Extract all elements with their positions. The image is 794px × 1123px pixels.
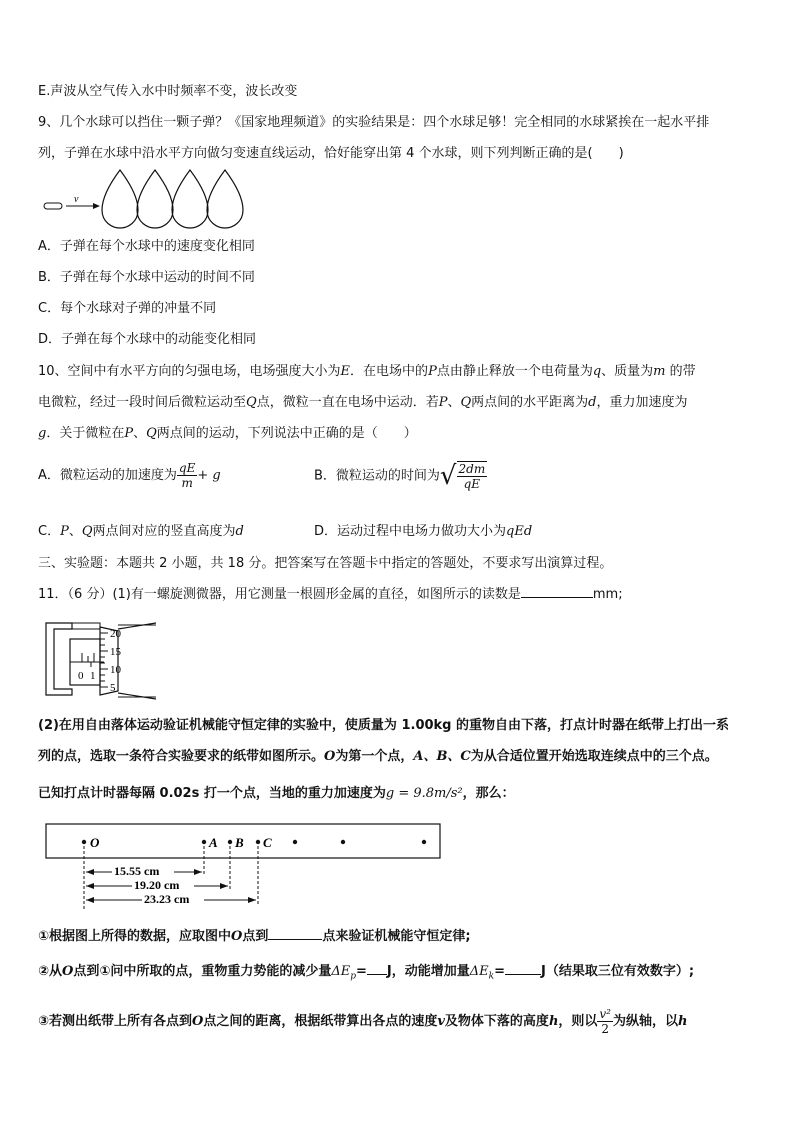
tape-dot-A [202,840,206,844]
thimble-label: 15 [110,646,121,658]
arrow-head [93,203,100,209]
q9-stem-line2: 列，子弹在水球中沿水平方向做匀变速直线运动，恰好能穿出第 4 个水球，则下列判断正确的是( ) [38,146,624,161]
arrow-head [248,897,256,903]
q11-line1: 11．（6 分）(1)有一螺旋测微器，用它测量一根圆形金属的直径，如图所示的读数是 mm; [38,584,623,603]
fraction-2dm-over-qE: $\frac{2dm}{qE}$ [458,462,486,491]
bullet [44,203,62,209]
q8-option-e: E.声波从空气传入水中时频率不变，波长改变 [38,84,298,99]
q10-option-a: A．微粒运动的加速度为 $\frac{qE}{m}$ + g [38,461,221,490]
q11-sub3: ③若测出纸带上所有各点到O点之间的距离，根据纸带算出各点的速度v及物体下落的高度h，则以 $\frac{\text{v²}}{2}$ 为纵轴，以h [38,1007,688,1036]
water-ball [207,170,243,228]
thimble-rod-bottom [118,693,156,699]
fraction-qE-over-m: $\frac{qE}{m}$ [178,461,196,490]
tape-dot-B [228,840,232,844]
tape-label-C: C [263,835,272,850]
tape-label-A: A [209,835,218,850]
thimble-label: 5 [110,682,116,694]
dim-OB-label: 19.20 cm [134,878,180,892]
q9-water-balls-figure [38,164,268,232]
water-ball [137,170,173,228]
section3-heading: 三、实验题：本题共 2 小题，共 18 分。把答案写在答题卡中指定的答题处，不要求写出演算过程。 [38,556,613,571]
arrow-head [220,883,228,889]
q11-part2-line1: (2)在用自由落体运动验证机械能守恒定律的实验中，使质量为 1.00kg 的重物自由下落，打点计时器在纸带上打出一系 [38,718,730,733]
q9-option-c: C．每个水球对子弹的冲量不同 [38,301,217,316]
micrometer-figure [42,615,162,705]
tape-label-B: B [235,835,244,850]
micrometer-frame [46,623,72,695]
water-ball [172,170,208,228]
arrow-head [194,869,202,875]
q9-option-a: A．子弹在每个水球中的速度变化相同 [38,239,255,254]
answer-blank[interactable] [521,584,593,598]
q10-line3: g．关于微粒在P、Q两点间的运动，下列说法中正确的是（ ） [38,426,417,441]
paper-tape-figure [44,820,444,912]
dim-OC-label: 23.23 cm [144,892,190,906]
answer-blank[interactable] [268,926,322,940]
anvil-left [72,623,100,629]
answer-blank[interactable] [505,961,541,975]
q10-option-c: C．P、Q两点间对应的竖直高度为d [38,524,244,539]
thimble-label: 10 [110,664,121,676]
q11-part2-line3: 已知打点计时器每隔 0.02s 打一个点，当地的重力加速度为g = 9.8m/s²，那么： [38,786,515,801]
dim-OA-label: 15.55 cm [114,864,160,878]
q10-option-b: B．微粒运动的时间为√ $\frac{2dm}{qE}$ [314,461,486,491]
q10-option-d: D．运动过程中电场力做功大小为qEd [314,524,533,539]
tape-label-O: O [90,835,100,850]
tape-dot [422,840,426,844]
q11-part2-line2: 列的点，选取一条符合实验要求的纸带如图所示。O为第一个点，A、B、C为从合适位置开始选取连续点中的三个点。 [38,749,718,764]
arrow-head [86,883,94,889]
answer-blank[interactable] [367,961,387,975]
tape-dot-C [256,840,260,844]
thimble-ticks [100,633,108,687]
tape-dot [341,840,345,844]
arrow-head [86,869,94,875]
thimble-rod-top [118,623,156,629]
q9-option-b: B．子弹在每个水球中运动的时间不同 [38,270,255,285]
fraction-v2-over-2: $\frac{\text{v²}}{2}$ [599,1007,611,1036]
q11-sub2: ②从O点到①问中所取的点，重物重力势能的减少量$\Delta E_p= J$，动能增加量$\Delta E_k= J$（结果取三位有效数字）; [38,961,694,985]
main-scale-label: 1 [90,670,96,682]
arrow-head [86,897,94,903]
sqrt-sign: √ [439,461,457,491]
q9-stem-line1: 9、几个水球可以挡住一颗子弹？《国家地理频道》的实验结果是：四个水球足够！完全相同的水球紧挨在一起水平排 [38,115,710,130]
tape-dot [293,840,297,844]
main-scale-label: 0 [78,670,84,682]
water-ball [102,170,138,228]
velocity-label: v [74,194,79,205]
q11-sub1: ①根据图上所得的数据，应取图中O点到 点来验证机械能守恒定律; [38,926,471,945]
tape-dot-O [82,840,86,844]
thimble-label: 20 [110,628,121,640]
q9-option-d: D．子弹在每个水球中的动能变化相同 [38,332,257,347]
q10-line1: 10、空间中有水平方向的匀强电场，电场强度大小为E．在电场中的P点由静止释放一个电荷量为q、质量为m 的带 [38,364,696,379]
q10-line2: 电微粒，经过一段时间后微粒运动至Q点，微粒一直在电场中运动．若P、Q两点间的水平距离为d，重力加速度为 [38,395,688,410]
